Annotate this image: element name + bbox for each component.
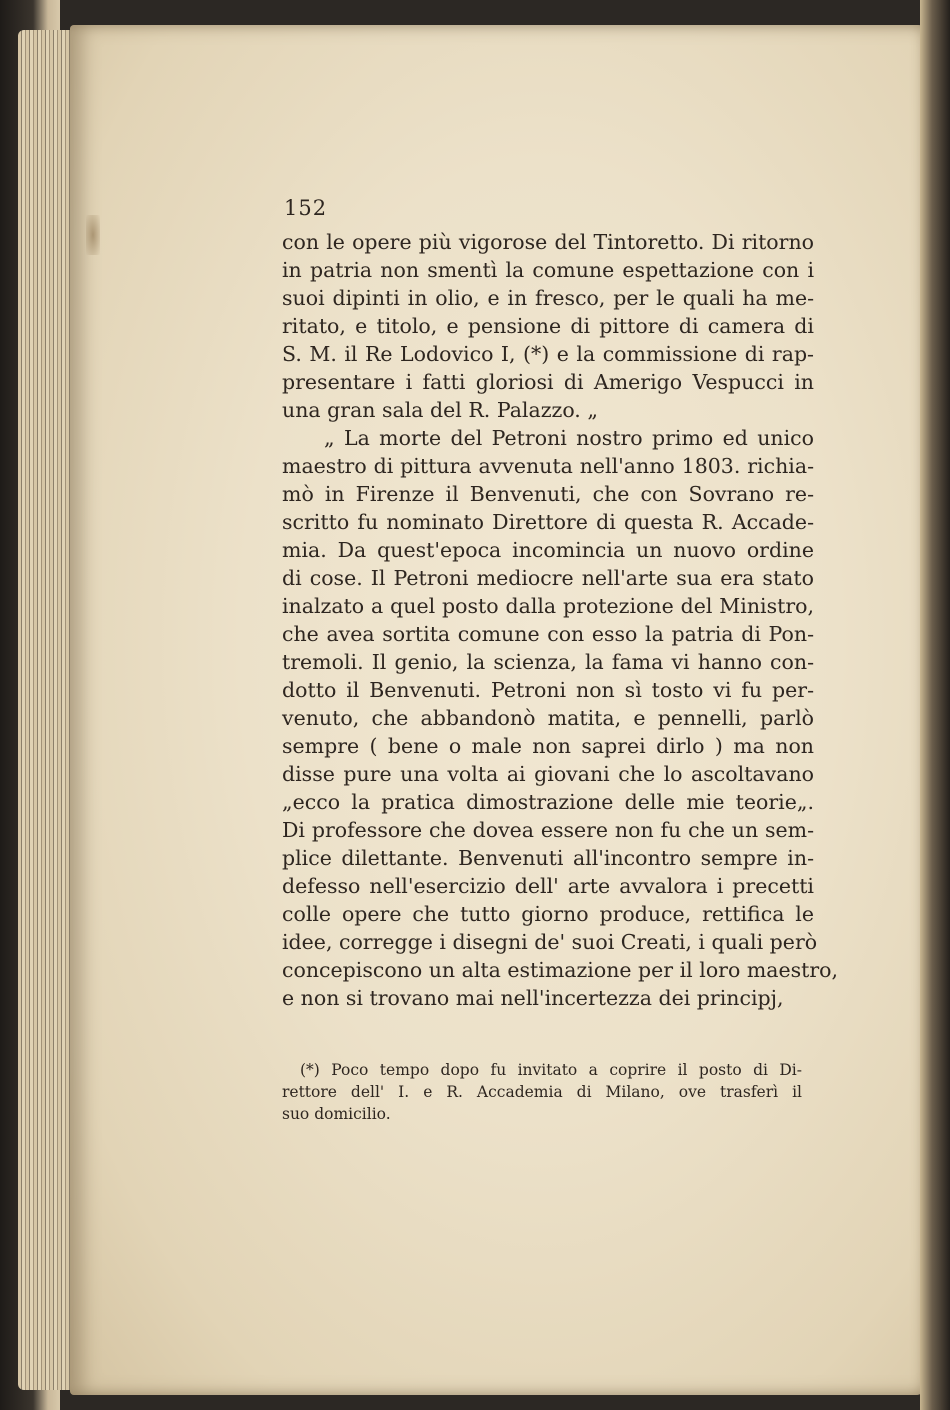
text-line: S. M. il Re Lodovico I, (*) e la commissione di rap- bbox=[282, 342, 814, 366]
footnote-line: (*) Poco tempo dopo fu invitato a coprire il posto di Di- bbox=[300, 1061, 802, 1079]
stain-mark bbox=[86, 215, 100, 255]
footnote-line: rettore dell' I. e R. Accademia di Milano, ove trasferì il bbox=[282, 1083, 802, 1101]
text-line: scritto fu nominato Direttore di questa R. Accade- bbox=[282, 510, 814, 534]
text-line: dotto il Benvenuti. Petroni non sì tosto vi fu per- bbox=[282, 678, 814, 702]
text-line: „ La morte del Petroni nostro primo ed unico bbox=[324, 426, 814, 450]
text-line: colle opere che tutto giorno produce, rettifica le bbox=[282, 902, 814, 926]
footnote-line: suo domicilio. bbox=[282, 1105, 391, 1123]
text-line: inalzato a quel posto dalla protezione del Ministro, bbox=[282, 594, 814, 618]
text-line: Di professore che dovea essere non fu che un sem- bbox=[282, 818, 814, 842]
text-line: disse pure una volta ai giovani che lo ascoltavano bbox=[282, 762, 814, 786]
text-line: „ecco la pratica dimostrazione delle mie teorie„. bbox=[282, 790, 814, 814]
text-line: sempre ( bene o male non saprei dirlo ) ma non bbox=[282, 734, 814, 758]
text-line: presentare i fatti gloriosi di Amerigo Vespucci in bbox=[282, 370, 814, 394]
text-line: defesso nell'esercizio dell' arte avvalora i precetti bbox=[282, 874, 814, 898]
text-line: idee, corregge i disegni de' suoi Creati, i quali però bbox=[282, 930, 818, 954]
right-binding-edge bbox=[920, 0, 950, 1410]
text-line: con le opere più vigorose del Tintoretto. Di ritorno bbox=[282, 230, 814, 254]
text-line: venuto, che abbandonò matita, e pennelli, parlò bbox=[282, 706, 814, 730]
text-line: concepiscono un alta estimazione per il loro maestro, bbox=[282, 958, 839, 982]
text-line: suoi dipinti in olio, e in fresco, per le quali ha me- bbox=[282, 286, 814, 310]
text-line: che avea sortita comune con esso la patria di Pon- bbox=[282, 622, 814, 646]
text-line: una gran sala del R. Palazzo. „ bbox=[282, 398, 598, 422]
text-line: maestro di pittura avvenuta nell'anno 1803. richia- bbox=[282, 454, 814, 478]
text-line: e non si trovano mai nell'incertezza dei principj, bbox=[282, 986, 784, 1010]
text-line: in patria non smentì la comune espettazione con i bbox=[282, 258, 814, 282]
text-line: plice dilettante. Benvenuti all'incontro sempre in- bbox=[282, 846, 814, 870]
page-number: 152 bbox=[284, 196, 328, 220]
text-line: tremoli. Il genio, la scienza, la fama vi hanno con- bbox=[282, 650, 814, 674]
text-line: di cose. Il Petroni mediocre nell'arte sua era stato bbox=[282, 566, 814, 590]
text-line: ritato, e titolo, e pensione di pittore di camera di bbox=[282, 314, 814, 338]
text-line: mia. Da quest'epoca incomincia un nuovo ordine bbox=[282, 538, 814, 562]
text-line: mò in Firenze il Benvenuti, che con Sovrano re- bbox=[282, 482, 814, 506]
